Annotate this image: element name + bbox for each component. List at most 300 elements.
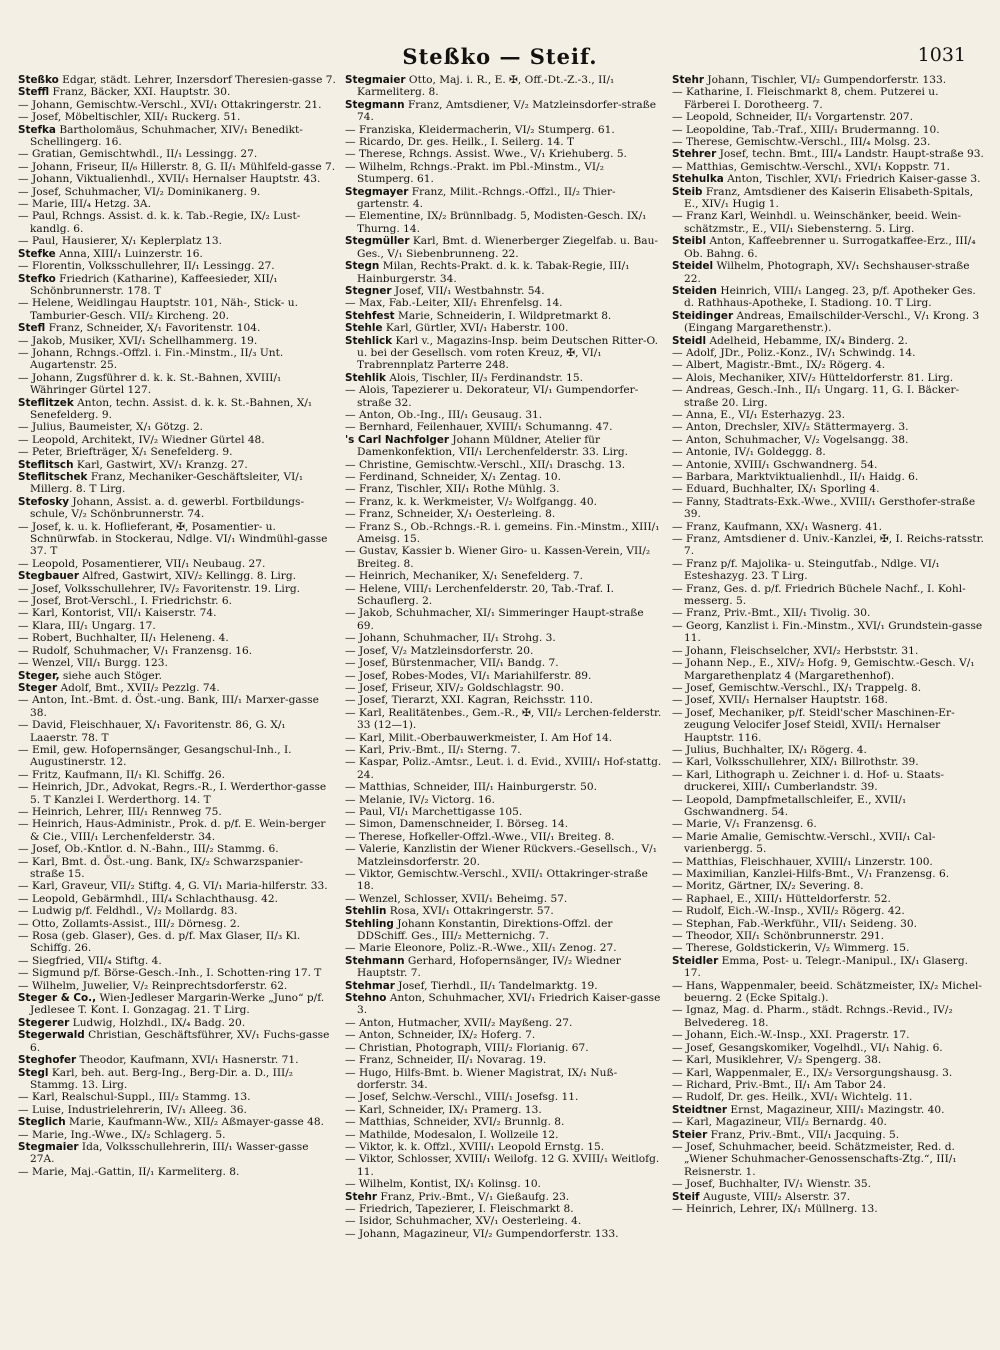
directory-entry <box>672 620 984 645</box>
directory-entry <box>672 1203 984 1215</box>
entry-details: — Melanie, IV/₂ Victorg. 16. <box>345 793 495 806</box>
entry-details: — Friedrich, Tapezierer, I. Fleischmarkt 8. <box>345 1202 574 1215</box>
directory-entry <box>672 1042 984 1054</box>
page-header <box>0 44 1000 70</box>
entry-surname: Stegner <box>345 284 392 297</box>
entry-details: — Josef, Selchw.-Verschl., VIII/₁ Josefsg. 11. <box>345 1091 579 1104</box>
entry-details: — Antonie, XVIII/₁ Gschwandnerg. 54. <box>672 458 878 471</box>
directory-entry <box>345 843 663 868</box>
entry-details: — Jakob, Schuhmacher, XI/₁ Simmeringer Haupt-straße 69. <box>345 607 644 632</box>
entry-details: Karl, Gastwirt, XV/₁ Kranzg. 27. <box>76 458 248 471</box>
directory-entry <box>672 1091 984 1103</box>
entry-details: — Ludwig p/f. Feldhdl., V/₂ Mollardg. 83. <box>18 905 238 918</box>
entry-details: — Leopold, Architekt, IV/₂ Wiedner Gürtel 48. <box>18 433 265 446</box>
directory-entry <box>345 459 663 471</box>
directory-entry <box>18 86 336 98</box>
entry-details: — Gustav, Kassier b. Wiener Giro- u. Kassen-Verein, VII/₂ Breiteg. 8. <box>345 545 651 570</box>
entry-details: — Richard, Priv.-Bmt., II/₁ Am Tabor 24. <box>672 1078 887 1091</box>
directory-entry <box>672 942 984 954</box>
directory-entry <box>345 136 663 148</box>
directory-entry <box>672 980 984 1005</box>
entry-details: — Robert, Buchhalter, II/₁ Heleneng. 4. <box>18 632 229 645</box>
column-3 <box>672 74 984 1336</box>
column-2 <box>345 74 663 1336</box>
directory-entry <box>18 657 336 669</box>
entry-surname: Stegmayer <box>345 185 409 198</box>
directory-entry <box>672 161 984 173</box>
directory-entry <box>18 273 336 298</box>
entry-details: — Rudolf, Schuhmacher, V/₁ Franzensg. 16. <box>18 644 253 657</box>
entry-details: Karl v., Magazins-Insp. beim Deutschen Ritter-O. u. bei der Gesellsch. vom roten Kreuz, ✠, VI/₁ Trabrennplatz Parterre 248. <box>357 334 658 372</box>
entry-details: — Karl, Graveur, VII/₂ Stiftg. 4, G. VI/₁ Maria-hilferstr. 33. <box>18 880 328 893</box>
entry-surname: Steidl <box>672 334 707 347</box>
entry-details: Alfred, Gastwirt, XIV/₂ Kellingg. 8. Lirg. <box>82 570 296 583</box>
directory-entry <box>18 893 336 905</box>
entry-details: — Klara, III/₁ Ungarg. 17. <box>18 619 156 632</box>
entry-details: — Marie, Maj.-Gattin, II/₁ Karmeliterg. 8. <box>18 1165 240 1178</box>
entry-details: — Franz Karl, Weinhdl. u. Weinschänker, beeid. Wein-schätzmstr., E., VII/₁ Siebensterng. 5. Lirg. <box>672 210 962 235</box>
entry-details: — Josef, Tierarzt, XXI. Kagran, Reichsstr. 110. <box>345 694 594 707</box>
entry-details: — Christine, Gemischtw.-Verschl., XII/₁ Draschg. 13. <box>345 458 626 471</box>
entry-details: Auguste, VIII/₂ Alserstr. 37. <box>702 1190 851 1203</box>
entry-details: — Franz, Kaufmann, XX/₁ Wasnerg. 41. <box>672 520 883 533</box>
directory-entry <box>672 521 984 533</box>
directory-entry <box>672 496 984 521</box>
entry-details: — Ferdinand, Schneider, X/₁ Zentag. 10. <box>345 471 562 483</box>
entry-details: — Wenzel, VII/₁ Burgg. 123. <box>18 657 168 670</box>
directory-entry <box>345 682 663 694</box>
directory-entry <box>18 99 336 111</box>
directory-entry <box>18 620 336 632</box>
directory-entry <box>18 843 336 855</box>
entry-details: — Johann, Schuhmacher, II/₁ Strohg. 3. <box>345 632 556 645</box>
entry-details: — Otto, Zollamts-Assist., III/₂ Dörnesg. 2. <box>18 917 240 930</box>
entry-surname: Stefl <box>18 322 46 335</box>
entry-surname: Stegmüller <box>345 235 410 248</box>
entry-details: Franz, Schneider, X/₁ Favoritenstr. 104. <box>48 322 261 335</box>
directory-entry <box>18 459 336 471</box>
directory-entry <box>345 310 663 322</box>
directory-entry <box>672 111 984 123</box>
entry-details: Anton, Schuhmacher, XVI/₁ Friedrich Kaiser-gasse 3. <box>357 992 661 1017</box>
entry-details: Karl, Gürtler, XVI/₁ Haberstr. 100. <box>385 322 569 335</box>
entry-details: Franz, Amtsdiener des Kaiserin Elisabeth-Spitals, E., XIV/₁ Hugig 1. <box>684 185 974 211</box>
directory-entry <box>18 446 336 458</box>
entry-details: Ida, Volksschullehrerin, III/₁ Wasser-gasse 27A. <box>30 1140 309 1166</box>
entry-surname: Steidel <box>672 260 714 273</box>
entry-details: Anton, Tischler, XVI/₁ Friedrich Kaiser-gasse 3. <box>727 173 981 186</box>
directory-entry <box>18 521 336 558</box>
column-1 <box>18 74 336 1336</box>
entry-details: — Johann, Fleischselcher, XVI/₂ Herbststr. 31. <box>672 644 919 657</box>
directory-entry <box>345 1054 663 1066</box>
directory-entry <box>672 409 984 421</box>
directory-entry <box>672 372 984 384</box>
entry-surname: Steier <box>672 1128 708 1141</box>
entry-details: — Johann Nep., E., XIV/₂ Hofg. 9, Gemischtw.-Gesch. V/₁ Margarethenplatz 4 (Margarethenhof). <box>672 657 975 682</box>
entry-details: — Johann, Zugsführer d. k. k. St.-Bahnen, XVIII/₁ Währinger Gürtel 127. <box>18 371 282 397</box>
entry-details: — Josef, Gesangskomiker, Vogelhdl., VI/₁ Nahig. 6. <box>672 1041 943 1054</box>
entry-surname: Stehmann <box>345 954 405 967</box>
directory-entry <box>672 533 984 558</box>
entry-details: — Therese, Rchngs. Assist. Wwe., V/₁ Kriehuberg. 5. <box>345 148 627 161</box>
directory-entry <box>18 421 336 433</box>
entry-details: Adelheid, Hebamme, IX/₄ Binderg. 2. <box>709 334 908 347</box>
entry-details: — Theodor, XII/₁ Schönbrunnerstr. 291. <box>672 930 885 943</box>
entry-surname: Stegbauer <box>18 570 79 583</box>
entry-details: — Anton, Hutmacher, XVII/₂ Mayßeng. 27. <box>345 1016 573 1029</box>
entry-details: — Franz, Priv.-Bmt., XII/₁ Tivolig. 30. <box>672 607 871 620</box>
directory-entry <box>345 707 663 732</box>
entry-details: — Marie Eleonore, Poliz.-R.-Wwe., XII/₁ Zenog. 27. <box>345 942 617 955</box>
entry-details: Bartholomäus, Schuhmacher, XIV/₁ Benedikt-Schellingerg. 16. <box>30 123 303 149</box>
entry-surname: Steger <box>18 681 58 694</box>
entry-details: — Johann, Friseur, II/₆ Hillerstr. 8, G. II/₁ Mühlfeld-gasse 7. <box>18 160 336 173</box>
entry-details: Josef, Tierhdl., II/₁ Tandelmarktg. 19. <box>398 979 598 992</box>
entry-details: — Wilhelm, Juwelier, V/₂ Reinprechtsdorferstr. 62. <box>18 979 288 992</box>
entry-details: — Karl, Realitätenbes., Gem.-R., ✠, VII/₂ Lerchen-felderstr. 33 (12—1). <box>345 706 662 732</box>
directory-entry <box>18 74 336 86</box>
directory-entry <box>18 347 336 372</box>
entry-details: — Maximilian, Kanzlei-Hilfs-Bmt., V/₁ Franzensg. 6. <box>672 868 950 880</box>
entry-surname: Steger, <box>18 669 60 682</box>
entry-details: — Josef, Ob.-Kntlor. d. N.-Bahn., III/₂ Stammg. 6. <box>18 843 279 856</box>
page-number: 1031 <box>917 44 966 66</box>
directory-entry <box>672 744 984 756</box>
entry-details: — Karl, Musiklehrer, V/₂ Spengerg. 38. <box>672 1054 882 1067</box>
entry-surname: Stehr <box>672 74 705 86</box>
directory-entry <box>18 992 336 1017</box>
entry-details: — Franz, Tischler, XII/₁ Rothe Mühlg. 3. <box>345 483 560 496</box>
entry-details: — Katharine, I. Fleischmarkt 8, chem. Putzerei u. Färberei I. Dorotheerg. 7. <box>672 86 939 111</box>
directory-entry <box>18 260 336 272</box>
entry-surname: Stehulka <box>672 173 724 186</box>
entry-surname: Stehlin <box>345 905 387 918</box>
entry-surname: Stegl <box>18 1066 49 1079</box>
entry-details: Johann, Assist. a. d. gewerbl. Fortbildungs-schule, V/₂ Schönbrunnerstr. 74. <box>30 495 305 521</box>
directory-entry <box>345 756 663 781</box>
directory-entry <box>18 322 336 334</box>
entry-details: Anton, Kaffeebrenner u. Surrogatkaffee-Erz., III/₄ Ob. Bahng. 6. <box>684 235 976 260</box>
directory-entry <box>18 111 336 123</box>
directory-entry <box>18 496 336 521</box>
directory-entry <box>345 657 663 669</box>
directory-entry <box>345 1029 663 1041</box>
entry-details: — Helene, VIII/₁ Lerchenfelderstr. 20, Tab.-Traf. I. Schauflerg. 2. <box>345 582 614 608</box>
entry-details: — Karl, Lithograph u. Zeichner i. d. Hof- u. Staats-druckerei, XIII/₁ Cumberlandstr. 39. <box>672 768 944 794</box>
entry-details: — Franz, k. k. Werkmeister, V/₂ Wolfgangg. 40. <box>345 495 597 508</box>
directory-entry <box>18 818 336 843</box>
entry-details: — Viktor, Gemischtw.-Verschl., XVII/₁ Ottakringer-straße 18. <box>345 868 648 893</box>
directory-entry <box>345 992 663 1017</box>
entry-surname: Stegn <box>345 260 380 273</box>
directory-entry <box>345 1178 663 1190</box>
entry-details: — Josef, Volksschullehrer, IV/₂ Favoritenstr. 19. Lirg. <box>18 582 301 595</box>
entry-details: Franz, Mechaniker-Geschäftsleiter, VI/₁ Millerg. 8. T Lirg. <box>30 471 304 496</box>
entry-details: — Franz S., Ob.-Rchngs.-R. i. gemeins. Fin.-Minstm., XIII/₁ Ameisg. 15. <box>345 520 660 546</box>
directory-entry <box>18 1129 336 1141</box>
entry-details: — Valerie, Kanzlistin der Wiener Rückvers.-Gesellsch., V/₁ Matzleinsdorferstr. 20. <box>345 843 657 868</box>
entry-surname: Stegmaier <box>345 74 406 86</box>
entry-details: siehe auch Stöger. <box>62 669 162 682</box>
directory-entry <box>18 372 336 397</box>
entry-details: — Heinrich, Haus-Administr., Prok. d. p/f. E. Wein-berger & Cie., VIII/₁ Lerchenfelderstr. 34. <box>18 818 326 843</box>
entry-details: — Hans, Wappenmaler, beeid. Schätzmeister, IX/₂ Michel-beuerng. 2 (Ecke Spitalg.). <box>672 979 982 1005</box>
directory-entry <box>672 1129 984 1141</box>
directory-entry <box>672 1004 984 1029</box>
entry-details: — Stephan, Fab.-Werkführ., VII/₁ Seideng. 30. <box>672 917 918 930</box>
entry-details: Gerhard, Hofopernsänger, IV/₂ Wiedner Hauptstr. 7. <box>357 954 621 980</box>
entry-details: — Karl, Bmt. d. Öst.-ung. Bank, IX/₂ Schwarzspanier-straße 15. <box>18 855 303 880</box>
entry-details: — Leopold, Schneider, II/₁ Vorgartenstr. 207. <box>672 111 913 124</box>
entry-details: — Karl, Priv.-Bmt., II/₁ Sterng. 7. <box>345 743 521 756</box>
entry-details: — Franz, Amtsdiener d. Univ.-Kanzlei, ✠, I. Reichs-ratsstr. 7. <box>672 533 984 558</box>
entry-details: Wilhelm, Photograph, XV/₁ Sechshauser-straße 22. <box>684 260 970 285</box>
directory-entry <box>345 893 663 905</box>
directory-entry <box>345 545 663 570</box>
directory-entry <box>345 868 663 893</box>
directory-entry <box>672 880 984 892</box>
entry-details: — Therese, Gemischtw.-Verschl., III/₄ Molsg. 23. <box>672 136 931 149</box>
entry-details: — Anton, Schneider, IX/₂ Hoferg. 7. <box>345 1029 536 1042</box>
entry-details: — Johann, Magazineur, VI/₂ Gumpendorferstr. 133. <box>345 1227 619 1240</box>
directory-entry <box>672 421 984 433</box>
directory-entry <box>18 607 336 619</box>
directory-entry <box>672 335 984 347</box>
running-head: Steßko — Steif. <box>402 44 598 69</box>
entry-details: — Fritz, Kaufmann, II/₁ Kl. Schiffg. 26. <box>18 768 225 781</box>
entry-details: — Hugo, Hilfs-Bmt. b. Wiener Magistrat, IX/₁ Nuß-dorferstr. 34. <box>345 1066 618 1091</box>
entry-surname: Steib <box>672 185 703 198</box>
directory-entry <box>18 558 336 570</box>
directory-entry <box>18 682 336 694</box>
entry-details: — Christian, Photograph, VIII/₂ Florianig. 67. <box>345 1041 589 1054</box>
entry-surname: Stehle <box>345 322 383 335</box>
entry-details: — Therese, Goldstickerin, V/₂ Wimmerg. 15. <box>672 942 910 955</box>
entry-details: Karl, Bmt. d. Wienerberger Ziegelfab. u. Bau-Ges., V/₁ Siebenbrunneng. 22. <box>357 235 658 260</box>
entry-details: — Simon, Damenschneider, I. Börseg. 14. <box>345 818 569 831</box>
entry-details: — Paul, Hausierer, X/₁ Keplerplatz 13. <box>18 235 222 248</box>
entry-details: — Anton, Schuhmacher, V/₂ Vogelsangg. 38. <box>672 433 909 446</box>
entry-details: Otto, Maj. i. R., E. ✠, Off.-Dt.-Z.-3., II/₁ Karmeliterg. 8. <box>357 74 615 99</box>
entry-details: — Viktor, Schlosser, XVIII/₁ Weilofg. 12 G. XVIII/₁ Weitlofg. 11. <box>345 1153 660 1178</box>
directory-entry <box>345 980 663 992</box>
directory-entry <box>18 1116 336 1128</box>
entry-details: — Rudolf, Dr. ges. Heilk., XVI/₁ Wichtelg. 11. <box>672 1091 913 1104</box>
entry-details: Emma, Post- u. Telegr.-Manipul., IX/₁ Glaserg. 17. <box>684 954 969 980</box>
entry-surname: Steidler <box>672 954 719 967</box>
entry-details: — Max, Fab.-Leiter, XII/₁ Ehrenfelsg. 14. <box>345 297 563 310</box>
directory-entry <box>345 942 663 954</box>
directory-entry <box>345 1203 663 1215</box>
entry-details: — Isidor, Schuhmacher, XV/₁ Oesterleing. 4. <box>345 1215 582 1228</box>
directory-entry <box>672 831 984 856</box>
directory-entry <box>672 285 984 310</box>
entry-details: — Paul, Rchngs. Assist. d. k. k. Tab.-Regie, IX/₂ Lust-kandlg. 6. <box>18 210 301 235</box>
directory-entry <box>18 595 336 607</box>
entry-details: — Barbara, Marktviktualienhdl., II/₁ Haidg. 6. <box>672 471 919 483</box>
entry-details: — Paul, VI/₁ Marchettigasse 105. <box>345 805 523 818</box>
directory-entry <box>345 918 663 943</box>
directory-entry <box>18 980 336 992</box>
directory-entry <box>672 918 984 930</box>
directory-entry <box>345 1129 663 1141</box>
entry-details: Karl, beh. aut. Berg-Ing., Berg-Dir. a. D., III/₂ Stammg. 13. Lirg. <box>30 1066 294 1091</box>
entry-surname: Steidtner <box>672 1103 728 1116</box>
directory-entry <box>672 173 984 185</box>
directory-entry <box>345 645 663 657</box>
directory-entry <box>672 756 984 768</box>
directory-entry <box>18 694 336 719</box>
directory-entry <box>672 347 984 359</box>
entry-details: Andreas, Emailschilder-Verschl., V/₁ Krong. 3 (Eingang Margarethenstr.). <box>684 309 980 335</box>
directory-entry <box>345 335 663 372</box>
entry-details: — Julius, Buchhalter, IX/₁ Rögerg. 4. <box>672 743 867 756</box>
entry-details: Franz, Bäcker, XXI. Hauptstr. 30. <box>52 86 231 99</box>
directory-entry <box>345 421 663 433</box>
entry-details: — Josef, k. u. k. Hoflieferant, ✠, Posamentier- u. Schnürwfab. in Stockerau, Ndlge. VI/₁ Windmühl-gasse 37. T <box>18 520 328 558</box>
entry-details: — Franz p/f. Majolika- u. Steingutfab., Ndlge. VI/₁ Esteshazyg. 23. T Lirg. <box>672 557 940 583</box>
entry-details: Ludwig, Holzhdl., IX/₄ Badg. 20. <box>72 1016 246 1029</box>
entry-details: — Karl, Schneider, IX/₁ Pramerg. 13. <box>345 1103 542 1116</box>
entry-details: — Leopold, Gebärmhdl., III/₄ Schlachthausg. 42. <box>18 892 278 905</box>
directory-entry <box>672 471 984 483</box>
entry-details: — Heinrich, JDr., Advokat, Regrs.-R., I. Werderthor-gasse 5. T Kanzlei I. Werderthorg. 14. T <box>18 781 327 806</box>
entry-details: — Karl, Milit.-Oberbauwerkmeister, I. Am Hof 14. <box>345 731 613 744</box>
directory-entry <box>345 905 663 917</box>
directory-entry <box>672 645 984 657</box>
directory-entry <box>18 955 336 967</box>
entry-details: — Johann, Viktualienhdl., XVII/₁ Hernalser Hauptstr. 43. <box>18 173 321 186</box>
directory-entry <box>18 1067 336 1092</box>
directory-entry <box>345 1215 663 1227</box>
entry-surname: Steßko <box>18 74 59 86</box>
entry-details: Theodor, Kaufmann, XVI/₁ Hasnerstr. 71. <box>79 1054 299 1067</box>
entry-details: — Elementine, IX/₂ Brünnlbadg. 5, Modisten-Gesch. IX/₁ Thurng. 14. <box>345 210 647 235</box>
entry-details: — Josef, XVII/₁ Hernalser Hauptstr. 168. <box>672 694 888 707</box>
entry-details: — Jakob, Musiker, XVI/₁ Schellhammerg. 19. <box>18 334 258 347</box>
entry-details: — Franz, Schneider, X/₁ Oesterleing. 8. <box>345 508 556 521</box>
entry-details: — Eduard, Buchhalter, IX/₁ Sporling 4. <box>672 483 880 496</box>
entry-details: — Kaspar, Poliz.-Amtsr., Leut. i. d. Evid., XVIII/₁ Hof-stattg. 24. <box>345 756 662 781</box>
entry-details: — Gratian, Gemischtwhdl., II/₁ Lessingg. 27. <box>18 148 258 161</box>
directory-entry <box>18 471 336 496</box>
directory-entry <box>345 1153 663 1178</box>
directory-entry <box>672 260 984 285</box>
directory-entry <box>18 781 336 806</box>
entry-surname: Stegmaier <box>18 1140 79 1153</box>
entry-surname: Stehno <box>345 992 387 1005</box>
directory-entry <box>672 1116 984 1128</box>
entry-details: — Heinrich, Lehrer, III/₁ Rennweg 75. <box>18 805 222 818</box>
directory-entry <box>18 397 336 422</box>
entry-surname: Steghofer <box>18 1054 77 1067</box>
directory-entry <box>18 161 336 173</box>
directory-entry <box>18 967 336 979</box>
entry-surname: Steger & Co., <box>18 992 97 1005</box>
entry-details: — Fanny, Stadtrats-Exk.-Wwe., XVIII/₁ Gersthofer-straße 39. <box>672 495 976 521</box>
directory-entry <box>672 694 984 706</box>
entry-details: — Johann, Rchngs.-Offzl. i. Fin.-Minstm., II/₃ Unt. Augartenstr. 25. <box>18 346 284 372</box>
entry-surname: Stehmar <box>345 979 395 992</box>
entry-details: — Matthias, Schneider, III/₁ Hainburgerstr. 50. <box>345 781 597 794</box>
directory-entry <box>345 732 663 744</box>
directory-entry <box>345 285 663 297</box>
entry-surname: Steflitzek <box>18 396 74 409</box>
entry-details: — Josef, Gemischtw.-Verschl., IX/₁ Trappelg. 8. <box>672 681 922 694</box>
directory-entry <box>672 868 984 880</box>
entry-details: — Siegfried, VII/₄ Stiftg. 4. <box>18 954 162 967</box>
entry-surname: Stefko <box>18 272 56 285</box>
entry-details: — Andreas, Gesch.-Inh., II/₁ Ungarg. 11, G. I. Bäcker-straße 20. Lirg. <box>672 384 960 409</box>
directory-entry <box>18 335 336 347</box>
directory-entry <box>345 372 663 384</box>
entry-details: — Ricardo, Dr. ges. Heilk., I. Seilerg. 14. T <box>345 136 575 149</box>
entry-details: — Florentin, Volksschullehrer, II/₁ Lessingg. 27. <box>18 260 275 273</box>
directory-entry <box>345 781 663 793</box>
entry-details: — Ignaz, Mag. d. Pharm., städt. Rchngs.-Revid., IV/₂ Belvedereg. 18. <box>672 1004 953 1029</box>
entry-details: Marie, Schneiderin, I. Wildpretmarkt 8. <box>398 309 612 322</box>
directory-entry <box>345 260 663 285</box>
directory-entry <box>672 818 984 830</box>
directory-entry <box>18 186 336 198</box>
directory-entry <box>18 198 336 210</box>
directory-entry <box>18 645 336 657</box>
directory-entry <box>672 856 984 868</box>
entry-details: — Josef, Robes-Modes, VI/₁ Mariahilferstr. 89. <box>345 669 592 682</box>
entry-details: — Franziska, Kleidermacherin, VI/₂ Stumperg. 61. <box>345 123 615 136</box>
directory-entry <box>672 459 984 471</box>
entry-details: — Moritz, Gärtner, IX/₂ Severing. 8. <box>672 880 864 893</box>
directory-entry <box>18 124 336 149</box>
directory-entry <box>345 322 663 334</box>
directory-entry <box>672 136 984 148</box>
directory-entry <box>672 1141 984 1178</box>
directory-entry <box>672 483 984 495</box>
directory-entry <box>18 210 336 235</box>
entry-details: — Heinrich, Lehrer, IX/₁ Müllnerg. 13. <box>672 1202 878 1215</box>
directory-entry <box>18 670 336 682</box>
directory-entry <box>18 1104 336 1116</box>
directory-entry <box>345 148 663 160</box>
entry-details: — Rudolf, Eich.-W.-Insp., XVII/₂ Rögerg. 42. <box>672 905 905 918</box>
directory-entry <box>345 297 663 309</box>
directory-entry <box>345 1017 663 1029</box>
directory-entry <box>672 384 984 409</box>
directory-entry <box>345 210 663 235</box>
entry-details: Wien-Jedleser Margarin-Werke „Juno“ p/f. Jedlesee T. Kont. I. Gonzagag. 21. T Lirg. <box>30 992 325 1017</box>
directory-entry <box>672 446 984 458</box>
directory-entry <box>18 930 336 955</box>
directory-entry <box>672 186 984 211</box>
entry-details: — Karl, Magazineur, VII/₂ Bernardg. 40. <box>672 1116 887 1129</box>
directory-entry <box>672 607 984 619</box>
directory-entry <box>345 570 663 582</box>
entry-surname: Steflitsch <box>18 458 74 471</box>
directory-entry <box>345 508 663 520</box>
entry-surname: Stegerwald <box>18 1029 85 1042</box>
entry-surname: Steiden <box>672 284 717 297</box>
directory-entry <box>672 769 984 794</box>
directory-entry <box>18 769 336 781</box>
entry-details: Johann Konstantin, Direktions-Offzl. der DDSchiff. Ges., III/₂ Metternichg. 7. <box>357 917 613 943</box>
directory-entry <box>345 794 663 806</box>
directory-entry <box>672 583 984 608</box>
directory-entry <box>672 1079 984 1091</box>
entry-surname: Stegmann <box>345 98 405 111</box>
directory-entry <box>18 905 336 917</box>
entry-details: Adolf, Bmt., XVII/₂ Pezzlg. 74. <box>60 681 220 694</box>
